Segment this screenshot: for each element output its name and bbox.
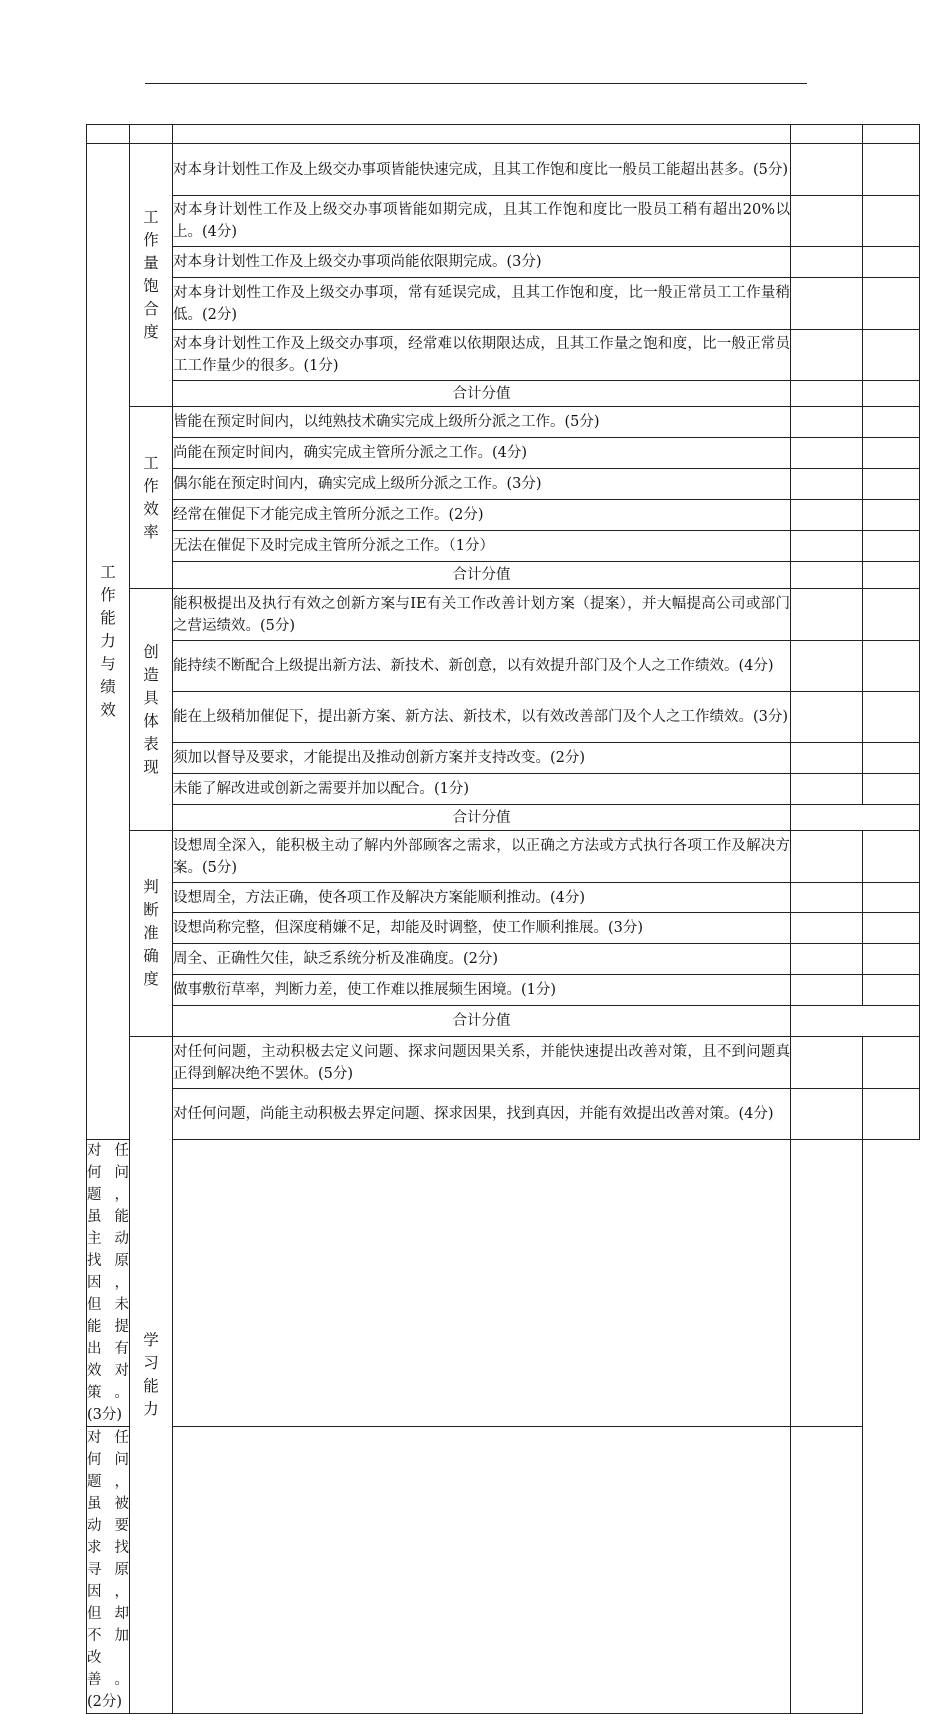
- table-row: [87, 692, 920, 743]
- header-cell: [173, 125, 791, 144]
- remark-cell[interactable]: [863, 500, 920, 531]
- section-title: 学习能力: [143, 1331, 159, 1418]
- score-cell[interactable]: [173, 1140, 791, 1427]
- criterion-text: 经常在催促下才能完成主管所分派之工作。(2分): [173, 500, 791, 531]
- table-row: [87, 975, 920, 1006]
- section-title-cell: [130, 144, 173, 407]
- section-title: 工作效率: [143, 453, 159, 541]
- section-title-cell: [130, 407, 173, 589]
- table-row: [87, 469, 920, 500]
- criterion-text: 须加以督导及要求，才能提出及推动创新方案并支持改变。(2分): [173, 743, 791, 774]
- criterion-text: 对本身计划性工作及上级交办事项，经常难以依期限达成，且其工作量之饱和度，比一般正常员工工作量少的很多。(1分): [173, 330, 791, 381]
- criterion-text: 皆能在预定时间内，以纯熟技术确实完成上级所分派之工作。(5分): [173, 407, 791, 438]
- table-row: [87, 247, 920, 278]
- header-cell: [87, 125, 130, 144]
- criterion-text: 对本身计划性工作及上级交办事项皆能快速完成，且其工作饱和度比一般员工能超出甚多。(5分): [173, 144, 791, 196]
- criterion-text: 做事敷衍草率，判断力差，使工作难以推展频生困境。(1分): [173, 975, 791, 1006]
- section-title-cell: [130, 831, 173, 1037]
- subtotal-label: 合计分值: [173, 562, 791, 589]
- table-row: [87, 589, 920, 641]
- score-cell[interactable]: [791, 913, 863, 944]
- remark-cell[interactable]: [863, 589, 920, 641]
- remark-cell[interactable]: [863, 438, 920, 469]
- criterion-text: 对任何问题，主动积极去定义问题、探求问题因果关系，并能快速提出改善对策，且不到问题真正得到解决绝不罢休。(5分): [173, 1037, 791, 1089]
- table-row: [87, 438, 920, 469]
- section-title: 工作量饱合度: [143, 208, 159, 341]
- score-cell[interactable]: [791, 944, 863, 975]
- remark-cell[interactable]: [863, 641, 920, 692]
- subtotal-row: [87, 381, 920, 407]
- remark-cell[interactable]: [863, 913, 920, 944]
- criterion-text: 设想尚称完整，但深度稍嫌不足，却能及时调整，使工作顺利推展。(3分): [173, 913, 791, 944]
- score-cell[interactable]: [791, 774, 863, 805]
- table-row: [87, 330, 920, 381]
- evaluation-table: [86, 124, 920, 1714]
- score-cell[interactable]: [791, 247, 863, 278]
- subtotal-label: 合计分值: [173, 1006, 791, 1037]
- table-row: [87, 913, 920, 944]
- subtotal-label: 合计分值: [173, 805, 791, 831]
- section-title-cell: [130, 1037, 173, 1714]
- score-cell[interactable]: [791, 278, 863, 330]
- score-cell[interactable]: [791, 196, 863, 247]
- score-cell[interactable]: [791, 144, 863, 196]
- score-cell[interactable]: [791, 743, 863, 774]
- section-title: 创造具体表现: [143, 642, 159, 776]
- subtotal-row: [87, 562, 920, 589]
- remark-cell[interactable]: [863, 144, 920, 196]
- section-title: 判断准确度: [143, 878, 159, 988]
- remark-cell[interactable]: [863, 278, 920, 330]
- remark-cell[interactable]: [791, 1427, 863, 1714]
- remark-cell[interactable]: [863, 975, 920, 1006]
- criterion-text: 对任何问题，虽被动要求找寻原因，但却不加改善。(2分): [87, 1427, 130, 1714]
- criterion-text: 偶尔能在预定时间内，确实完成上级所分派之工作。(3分): [173, 469, 791, 500]
- subtotal-label: 合计分值: [173, 381, 791, 407]
- subtotal-score-cell[interactable]: [791, 562, 863, 589]
- remark-cell[interactable]: [863, 1037, 920, 1089]
- table-row: [87, 196, 920, 247]
- subtotal-row: [87, 805, 920, 831]
- remark-cell[interactable]: [863, 469, 920, 500]
- category-cell: [87, 144, 130, 1140]
- criterion-text: 未能了解改进或创新之需要并加以配合。(1分): [173, 774, 791, 805]
- table-row: [87, 883, 920, 913]
- table-row: [87, 144, 920, 196]
- subtotal-score-cell[interactable]: [791, 1006, 920, 1037]
- category-label: 工作能力与绩效: [100, 563, 116, 719]
- score-cell[interactable]: [791, 975, 863, 1006]
- table-row: [87, 1089, 920, 1140]
- criterion-text: 对本身计划性工作及上级交办事项，常有延误完成，且其工作饱和度，比一般正常员工工作量稍低。(2分): [173, 278, 791, 330]
- table-row: [87, 641, 920, 692]
- table-row: [87, 774, 920, 805]
- score-cell[interactable]: [791, 831, 863, 883]
- score-cell[interactable]: [791, 500, 863, 531]
- remark-cell[interactable]: [863, 831, 920, 883]
- score-cell[interactable]: [791, 692, 863, 743]
- table-row: [87, 531, 920, 562]
- section-title-cell: [130, 589, 173, 831]
- table-row: [87, 1037, 920, 1089]
- table-row: [87, 407, 920, 438]
- table-row: [87, 500, 920, 531]
- table-header-row: [87, 125, 920, 144]
- remark-cell[interactable]: [863, 531, 920, 562]
- score-cell[interactable]: [791, 1037, 863, 1089]
- score-cell[interactable]: [791, 883, 863, 913]
- table-row: [87, 743, 920, 774]
- criterion-text: 对本身计划性工作及上级交办事项尚能依限期完成。(3分): [173, 247, 791, 278]
- table-row: [87, 944, 920, 975]
- remark-cell[interactable]: [863, 692, 920, 743]
- remark-cell[interactable]: [863, 774, 920, 805]
- remark-cell[interactable]: [863, 407, 920, 438]
- score-cell[interactable]: [173, 1427, 791, 1714]
- criterion-text: 周全、正确性欠佳，缺乏系统分析及准确度。(2分): [173, 944, 791, 975]
- remark-cell[interactable]: [863, 743, 920, 774]
- criterion-text: 能积极提出及执行有效之创新方案与IE有关工作改善计划方案（提案），并大幅提高公司或部门之营运绩效。(5分): [173, 589, 791, 641]
- table-row: [87, 1140, 920, 1427]
- subtotal-remark-cell[interactable]: [863, 562, 920, 589]
- remark-cell[interactable]: [791, 1140, 863, 1427]
- score-cell[interactable]: [791, 1089, 863, 1140]
- remark-cell[interactable]: [863, 944, 920, 975]
- score-cell[interactable]: [791, 407, 863, 438]
- remark-cell[interactable]: [863, 1089, 920, 1140]
- criterion-text: 对任何问题，虽能主动找原因，但未能提出有效对策。(3分): [87, 1140, 130, 1427]
- remark-cell[interactable]: [863, 196, 920, 247]
- criterion-text: 无法在催促下及时完成主管所分派之工作。（1分）: [173, 531, 791, 562]
- criterion-text: 对任何问题，尚能主动积极去界定问题、探求因果，找到真因，并能有效提出改善对策。(4分): [173, 1089, 791, 1140]
- header-cell: [863, 125, 920, 144]
- header-cell: [130, 125, 173, 144]
- criterion-text: 设想周全，方法正确，使各项工作及解决方案能顺利推动。(4分): [173, 883, 791, 913]
- header-rule: [145, 83, 807, 84]
- criterion-text: 能持续不断配合上级提出新方法、新技术、新创意，以有效提升部门及个人之工作绩效。(4分): [173, 641, 791, 692]
- score-cell[interactable]: [791, 438, 863, 469]
- subtotal-row: [87, 1006, 920, 1037]
- table-row: [87, 831, 920, 883]
- score-cell[interactable]: [791, 641, 863, 692]
- score-cell[interactable]: [791, 469, 863, 500]
- criterion-text: 尚能在预定时间内，确实完成主管所分派之工作。(4分): [173, 438, 791, 469]
- criterion-text: 能在上级稍加催促下，提出新方案、新方法、新技术，以有效改善部门及个人之工作绩效。(3分): [173, 692, 791, 743]
- remark-cell[interactable]: [863, 330, 920, 381]
- remark-cell[interactable]: [863, 883, 920, 913]
- remark-cell[interactable]: [863, 247, 920, 278]
- subtotal-score-cell[interactable]: [791, 381, 863, 407]
- subtotal-score-cell[interactable]: [791, 805, 920, 831]
- table-row: [87, 278, 920, 330]
- score-cell[interactable]: [791, 589, 863, 641]
- criterion-text: 设想周全深入，能积极主动了解内外部顾客之需求，以正确之方法或方式执行各项工作及解决方案。(5分): [173, 831, 791, 883]
- header-cell: [791, 125, 863, 144]
- score-cell[interactable]: [791, 330, 863, 381]
- table-row: [87, 1427, 920, 1714]
- score-cell[interactable]: [791, 531, 863, 562]
- criterion-text: 对本身计划性工作及上级交办事项皆能如期完成，且其工作饱和度比一股员工稍有超出20%以上。(4分): [173, 196, 791, 247]
- subtotal-remark-cell[interactable]: [863, 381, 920, 407]
